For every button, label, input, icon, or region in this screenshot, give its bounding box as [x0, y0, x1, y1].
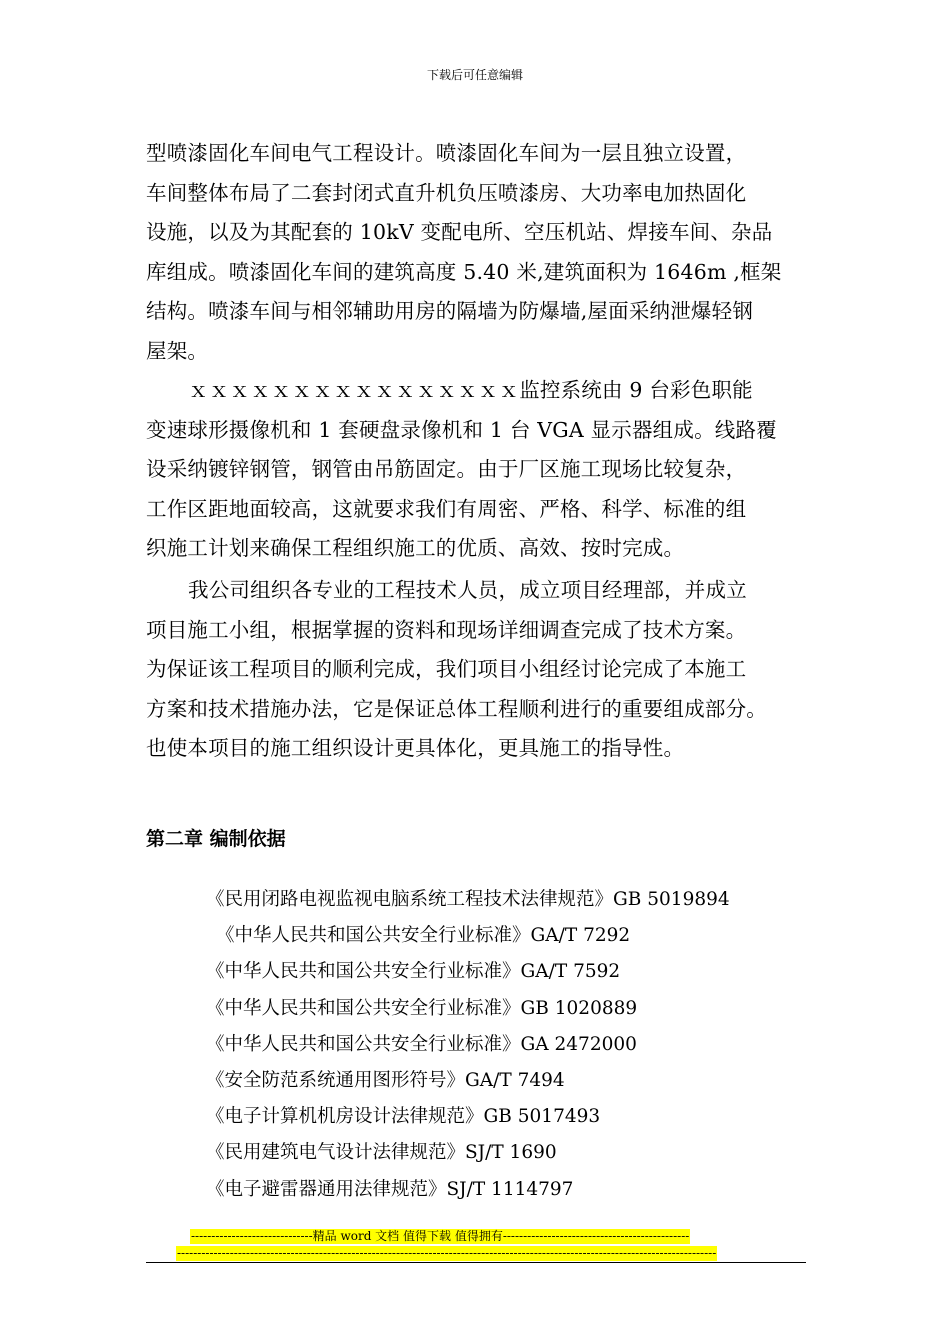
- footer-banner: ------------------------------精品 word 文档 值得下载 值得拥有----------------------------------------------: [191, 1229, 690, 1243]
- reference-list: [206, 882, 730, 1208]
- text-line: 设施，以及为其配套的 10kV 变配电所、空压机站、焊接车间、杂品: [146, 220, 773, 244]
- reference-item: 《中华人民共和国公共安全行业标准》GA/T 7592: [206, 961, 621, 983]
- paragraph-monitoring-system: [146, 371, 808, 569]
- text-line: 型喷漆固化车间电气工程设计。喷漆固化车间为一层且独立设置，: [146, 141, 747, 165]
- reference-item: 《电子计算机机房设计法律规范》GB 5017493: [206, 1106, 601, 1128]
- text-line: 工作区距地面较高，这就要求我们有周密、严格、科学、标准的组: [146, 496, 747, 521]
- text-line: 设采纳镀锌钢管，钢管由吊筋固定。由于厂区施工现场比较复杂，: [146, 457, 747, 481]
- text-line: ｘｘｘｘｘｘｘｘｘｘｘｘｘｘｘｘ监控系统由 9 台彩色职能: [188, 378, 753, 402]
- text-line: 车间整体布局了二套封闭式直升机负压喷漆房、大功率电加热固化: [146, 180, 747, 205]
- chapter-heading: 第二章 编制依据: [146, 828, 286, 850]
- text-line: 也使本项目的施工组织设计更具体化，更具施工的指导性。: [146, 736, 685, 760]
- text-line: 我公司组织各专业的工程技术人员，成立项目经理部，并成立: [188, 578, 747, 602]
- reference-item: 《中华人民共和国公共安全行业标准》GB 1020889: [206, 997, 638, 1019]
- text-line: 变速球形摄像机和 1 套硬盘录像机和 1 台 VGA 显示器组成。线路覆: [146, 417, 777, 442]
- text-line: 结构。喷漆车间与相邻辅助用房的隔墙为防爆墙,屋面采纳泄爆轻钢: [146, 299, 754, 323]
- text-line: 织施工计划来确保工程组织施工的优质、高效、按时完成。: [146, 536, 685, 560]
- reference-item: 《中华人民共和国公共安全行业标准》GA 2472000: [206, 1033, 637, 1055]
- footer-dashes: -------------------------------------------------------------------------------------------------------------------------------------: [177, 1246, 717, 1260]
- reference-item: 《民用建筑电气设计法律规范》SJ/T 1690: [206, 1142, 557, 1164]
- text-line: 为保证该工程项目的顺利完成，我们项目小组经讨论完成了本施工: [146, 657, 747, 681]
- reference-item: 《民用闭路电视监视电脑系统工程技术法律规范》GB 5019894: [206, 889, 730, 910]
- text-line: 屋架。: [146, 338, 209, 363]
- footer-divider: [146, 1262, 806, 1263]
- text-line: 项目施工小组，根据掌握的资料和现场详细调查完成了技术方案。: [146, 617, 747, 642]
- text-line: 库组成。喷漆固化车间的建筑高度 5.40 米,建筑面积为 1646m ,框架: [146, 259, 782, 284]
- paragraph-project-overview: [146, 134, 808, 371]
- text-line: 方案和技术措施办法，它是保证总体工程顺利进行的重要组成部分。: [146, 696, 767, 721]
- reference-item: 《电子避雷器通用法律规范》SJ/T 1114797: [206, 1178, 574, 1200]
- paragraph-company-organization: [146, 571, 808, 769]
- reference-item: 《安全防范系统通用图形符号》GA/T 7494: [206, 1069, 565, 1091]
- page-header: 下载后可任意编辑: [426, 68, 523, 82]
- reference-item: 《中华人民共和国公共安全行业标准》GA/T 7292: [216, 925, 631, 947]
